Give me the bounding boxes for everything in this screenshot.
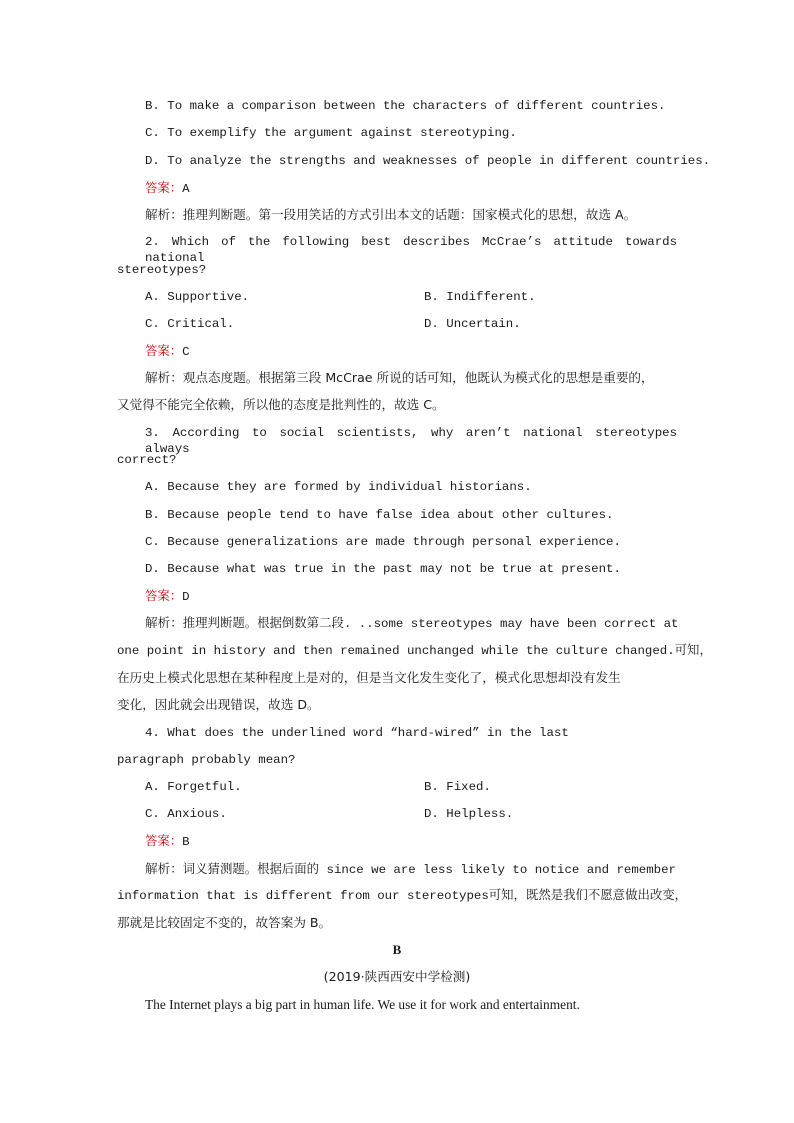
answer-value: C: [182, 345, 190, 359]
answer-label: 答案：: [145, 833, 183, 848]
q3-stem-line-1: 3. According to social scientists, why aren’t national stereotypes always: [145, 426, 677, 456]
q2-analysis-line-1: [145, 370, 654, 386]
q3-option-c: C. Because generalizations are made through personal experience.: [145, 535, 621, 549]
q1-answer: [145, 180, 190, 197]
analysis-text: 推理判断题。根据倒数第二段. ..some stereotypes may have been correct at: [182, 617, 679, 631]
analysis-text: 推理判断题。第一段用笑话的方式引出本文的话题：国家模式化的思想，故选 A。: [182, 207, 637, 222]
answer-value: A: [182, 182, 190, 196]
q1-analysis: [145, 207, 636, 223]
q3-analysis-line-1: [145, 615, 678, 632]
q4-option-b: B. Fixed.: [424, 780, 491, 794]
answer-label: 答案：: [145, 343, 183, 358]
q1-option-b: B. To make a comparison between the characters of different countries.: [145, 99, 666, 113]
q3-option-a: A. Because they are formed by individual historians.: [145, 480, 532, 494]
q1-option-d: D. To analyze the strengths and weaknesses of people in different countries.: [145, 154, 711, 168]
q2-analysis-line-2: 又觉得不能完全依赖，所以他的态度是批判性的，故选 C。: [117, 397, 445, 412]
q3-stem-line-2: correct?: [117, 453, 177, 467]
q2-option-d: D. Uncertain.: [424, 317, 521, 331]
q4-option-d: D. Helpless.: [424, 807, 514, 821]
q2-stem-line-1: 2. Which of the following best describes McCrae’s attitude towards national: [145, 235, 677, 265]
section-b-source: (2019·陕西西安中学检测): [323, 969, 471, 984]
q2-option-c: C. Critical.: [145, 317, 235, 331]
analysis-label: 解析：: [145, 207, 183, 222]
answer-value: D: [182, 590, 190, 604]
analysis-label: 解析：: [145, 615, 183, 630]
answer-value: B: [182, 835, 190, 849]
analysis-label: 解析：: [145, 861, 183, 876]
q3-option-b: B. Because people tend to have false idea about other cultures.: [145, 508, 614, 522]
answer-label: 答案：: [145, 588, 183, 603]
section-b-first-line: The Internet plays a big part in human life. We use it for work and entertainment.: [145, 997, 580, 1012]
section-b-heading: B: [392, 942, 402, 957]
analysis-text: 观点态度题。根据第三段 McCrae 所说的话可知，他既认为模式化的思想是重要的，: [182, 370, 654, 385]
q4-analysis-line-1: [145, 861, 676, 878]
q3-analysis-line-4: 变化，因此就会出现错误，故选 D。: [117, 697, 320, 712]
q4-option-a: A. Forgetful.: [145, 780, 242, 794]
q4-option-c: C. Anxious.: [145, 807, 227, 821]
q2-answer: [145, 343, 190, 360]
q3-answer: [145, 588, 190, 605]
q4-analysis-line-3: 那就是比较固定不变的，故答案为 B。: [117, 915, 332, 930]
analysis-text: 词义猜测题。根据后面的 since we are less likely to notice and remember: [182, 863, 676, 877]
analysis-label: 解析：: [145, 370, 183, 385]
q4-stem-line-1: 4. What does the underlined word “hard-wired” in the last: [145, 726, 569, 740]
q2-stem-line-2: stereotypes?: [117, 263, 207, 277]
q3-analysis-line-2: one point in history and then remained unchanged while the culture changed.可知，: [117, 644, 712, 658]
answer-label: 答案：: [145, 180, 183, 195]
q3-option-d: D. Because what was true in the past may not be true at present.: [145, 562, 621, 576]
q2-option-a: A. Supportive.: [145, 290, 250, 304]
q4-answer: [145, 833, 190, 850]
q1-option-c: C. To exemplify the argument against stereotyping.: [145, 126, 517, 140]
q4-analysis-line-2: information that is different from our stereotypes可知，既然是我们不愿意做出改变，: [117, 889, 688, 903]
q2-option-b: B. Indifferent.: [424, 290, 536, 304]
q4-stem-line-2: paragraph probably mean?: [117, 753, 296, 767]
q3-analysis-line-3: 在历史上模式化思想在某种程度上是对的，但是当文化发生变化了，模式化思想却没有发生: [117, 670, 621, 685]
